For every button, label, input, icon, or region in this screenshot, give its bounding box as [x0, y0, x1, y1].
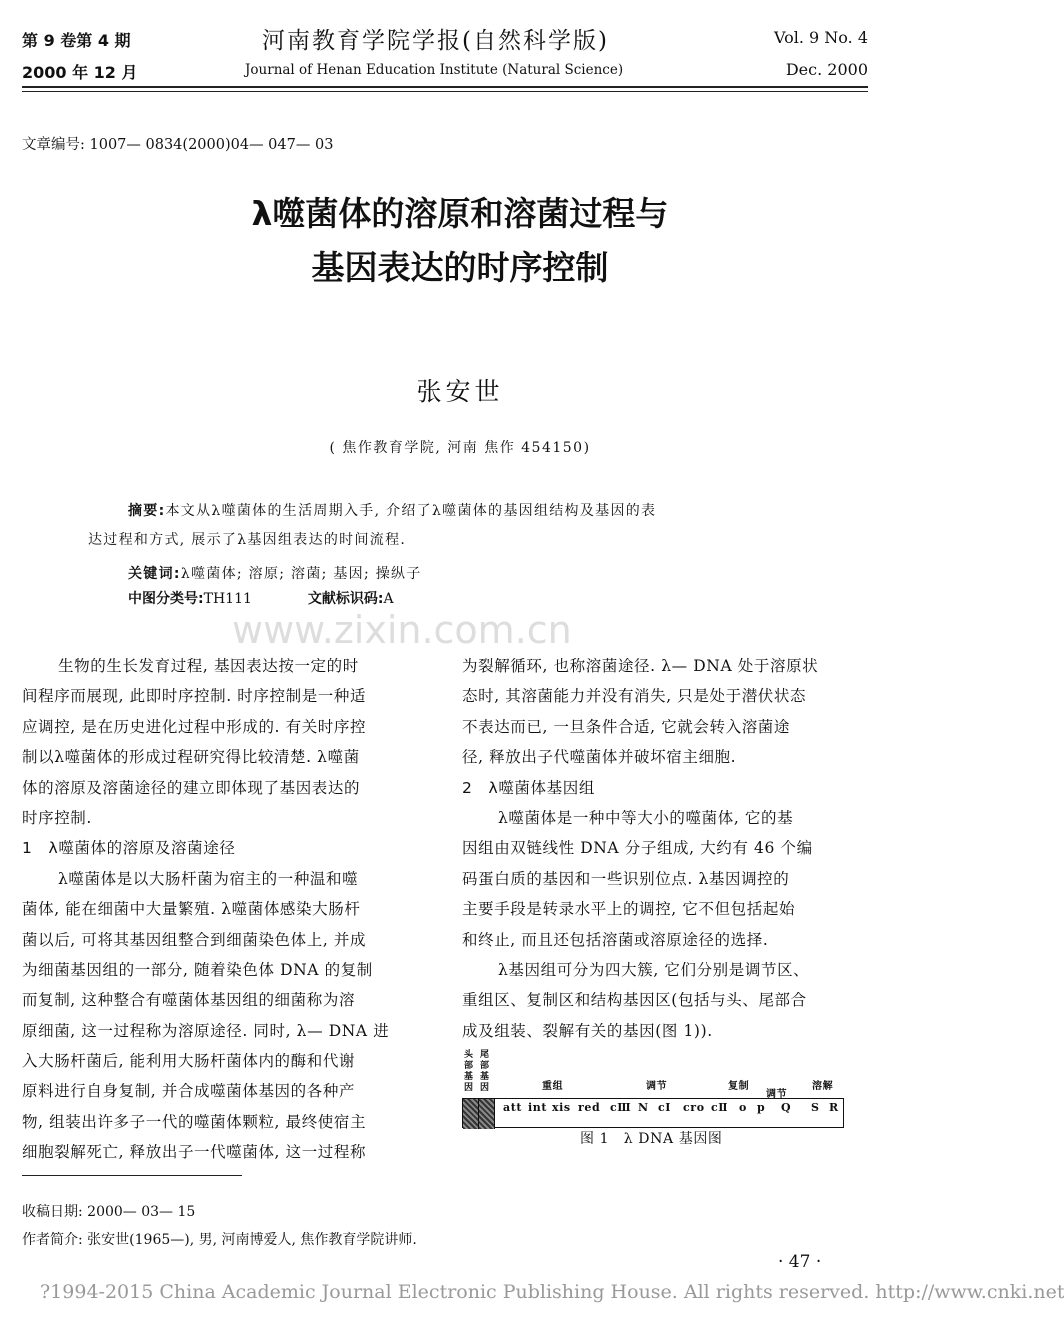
paragraph-line: 入大肠杆菌后, 能利用大肠杆菌体内的酶和代谢	[22, 1052, 356, 1071]
gene-label: int	[528, 1101, 548, 1115]
region-label: 调节	[646, 1081, 668, 1093]
gene-label: red	[578, 1101, 601, 1115]
paragraph-line: 为裂解循环, 也称溶菌途径. λ— DNA 处于溶原状	[462, 657, 819, 675]
region-label: 溶解	[812, 1081, 834, 1093]
figure-dna-map	[462, 1050, 846, 1148]
paragraph-line: 码蛋白质的基因和一些识别位点. λ基因调控的	[462, 869, 790, 888]
paragraph-line: 和终止, 而且还包括溶菌或溶原途径的选择.	[462, 930, 769, 949]
page-number: · 47 ·	[778, 1252, 822, 1272]
paragraph-line: 菌以后, 可将其基因组整合到细菌染色体上, 并成	[22, 930, 367, 949]
article-number: 文章编号: 1007— 0834(2000)04— 047— 03	[22, 137, 334, 153]
title-line-2: 基因表达的时序控制	[311, 248, 609, 287]
paragraph-line: 原料进行自身复制, 并合成噬菌体基因的各种产	[22, 1082, 356, 1101]
affiliation: ( 焦作教育学院, 河南 焦作 454150)	[329, 440, 591, 456]
paragraph-line: 而复制, 这种整合有噬菌体基因组的细菌称为溶	[22, 991, 356, 1010]
paragraph-line: 时序控制.	[22, 808, 92, 827]
keywords-label: 关键词:	[128, 566, 181, 582]
paragraph-line: 态时, 其溶菌能力并没有消失, 只是处于潜伏状态	[462, 687, 807, 706]
right-column	[462, 651, 846, 1148]
gene-label: R	[829, 1101, 839, 1115]
classification-value: TH111	[203, 591, 252, 607]
abstract-label: 摘要:	[128, 503, 166, 519]
paragraph-line: 原细菌, 这一过程称为溶原途径. 同时, λ— DNA 进	[22, 1021, 390, 1040]
copyright: ?1994-2015 China Academic Journal Electronic Publishing House. All rights reserved. http://www.cnki.net	[40, 1281, 1064, 1303]
paragraph-line: 应调控, 是在历史进化过程中形成的. 有关时序控	[22, 717, 367, 736]
gene-label: cⅡ	[711, 1101, 729, 1115]
paragraph-line: 制以λ噬菌体的形成过程研究得比较清楚. λ噬菌	[22, 748, 360, 767]
paragraph-line: 主要手段是转录水平上的调控, 它不但包括起始	[462, 900, 796, 919]
region-label: 复制	[728, 1081, 750, 1093]
title-line-1: λ噬菌体的溶原和溶菌过程与	[251, 194, 669, 233]
paragraph-line: 体的溶原及溶菌途径的建立即体现了基因表达的	[22, 778, 361, 797]
author-bio: 作者简介: 张安世(1965—), 男, 河南博爱人, 焦作教育学院讲师.	[22, 1232, 417, 1248]
classification-label: 中图分类号:	[128, 591, 204, 607]
journal-title-cn: 河南教育学院学报(自然科学版)	[262, 28, 609, 54]
tail-gene-block	[479, 1099, 495, 1129]
paragraph-line: 因组由双链线性 DNA 分子组成, 大约有 46 个编	[462, 839, 813, 858]
paragraph-line: 重组区、复制区和结构基因区(包括与头、尾部合	[462, 991, 807, 1010]
gene-label: att	[503, 1101, 523, 1115]
abstract-line-2: 达过程和方式, 展示了λ基因组表达的时间流程.	[88, 532, 407, 548]
gene-label: cⅠ	[658, 1101, 672, 1115]
gene-label: cⅢ	[610, 1101, 632, 1115]
keywords: λ噬菌体; 溶原; 溶菌; 基因; 操纵子	[180, 566, 422, 582]
doc-code-value: A	[383, 591, 394, 607]
received-date: 收稿日期: 2000— 03— 15	[22, 1204, 196, 1220]
paragraph-line: 间程序而展现, 此即时序控制. 时序控制是一种适	[22, 687, 367, 706]
gene-label: S	[811, 1101, 820, 1115]
gene-label: N	[638, 1101, 649, 1115]
paragraph-line: λ噬菌体是一种中等大小的噬菌体, 它的基	[498, 808, 794, 827]
paragraph-line: 细胞裂解死亡, 释放出子一代噬菌体, 这一过程称	[22, 1143, 367, 1162]
gene-label: p	[757, 1101, 766, 1115]
region-label: 重组	[542, 1081, 564, 1093]
region-label: 调节	[766, 1089, 788, 1101]
paragraph-line: 径, 释放出子代噬菌体并破坏宿主细胞.	[462, 748, 737, 767]
paragraph-line: λ噬菌体是以大肠杆菌为宿主的一种温和噬	[58, 869, 359, 888]
paragraph-line: 为细菌基因组的一部分, 随着染色体 DNA 的复制	[22, 960, 373, 979]
paragraph-line: 物, 组装出许多子一代的噬菌体颗粒, 最终使宿主	[22, 1112, 367, 1131]
head-gene-label: 头部基因	[464, 1050, 474, 1094]
paragraph-line: 生物的生长发育过程, 基因表达按一定的时	[58, 657, 359, 675]
head-gene-block	[463, 1099, 479, 1129]
doc-code-label: 文献标识码:	[307, 591, 384, 607]
abstract-line-1: 本文从λ噬菌体的生活周期入手, 介绍了λ噬菌体的基因组结构及基因的表	[165, 503, 657, 519]
tail-gene-label: 尾部基因	[480, 1050, 490, 1094]
gene-label: cro	[683, 1101, 705, 1115]
header-rule-thin	[22, 91, 868, 92]
header-rule	[22, 86, 868, 88]
figure-caption: 图 1 λ DNA 基因图	[580, 1131, 723, 1148]
paragraph-line: 菌体, 能在细菌中大量繁殖. λ噬菌体感染大肠杆	[22, 900, 361, 919]
paragraph-line: 成及组装、裂解有关的基因(图 1)).	[462, 1021, 713, 1040]
gene-label: o	[739, 1101, 747, 1115]
section-heading-1: 1 λ噬菌体的溶原及溶菌途径	[22, 839, 236, 858]
issue-label: 第 9 卷第 4 期	[22, 31, 131, 50]
watermark: www.zixin.com.cn	[232, 608, 572, 652]
paragraph-line: λ基因组可分为四大簇, 它们分别是调节区、	[498, 960, 810, 979]
date-cn: 2000 年 12 月	[22, 63, 138, 82]
section-heading-2: 2 λ噬菌体基因组	[462, 778, 595, 797]
author: 张安世	[416, 377, 504, 406]
footnote-rule	[22, 1175, 242, 1176]
journal-title-en: Journal of Henan Education Institute (Natural Science)	[245, 62, 624, 78]
gene-label: xis	[552, 1101, 571, 1115]
paragraph-line: 不表达而已, 一旦条件合适, 它就会转入溶菌途	[462, 717, 791, 736]
date-en: Dec. 2000	[785, 60, 868, 79]
volume-label: Vol. 9 No. 4	[774, 28, 868, 47]
left-column	[22, 651, 389, 1168]
gene-label: Q	[781, 1101, 792, 1115]
